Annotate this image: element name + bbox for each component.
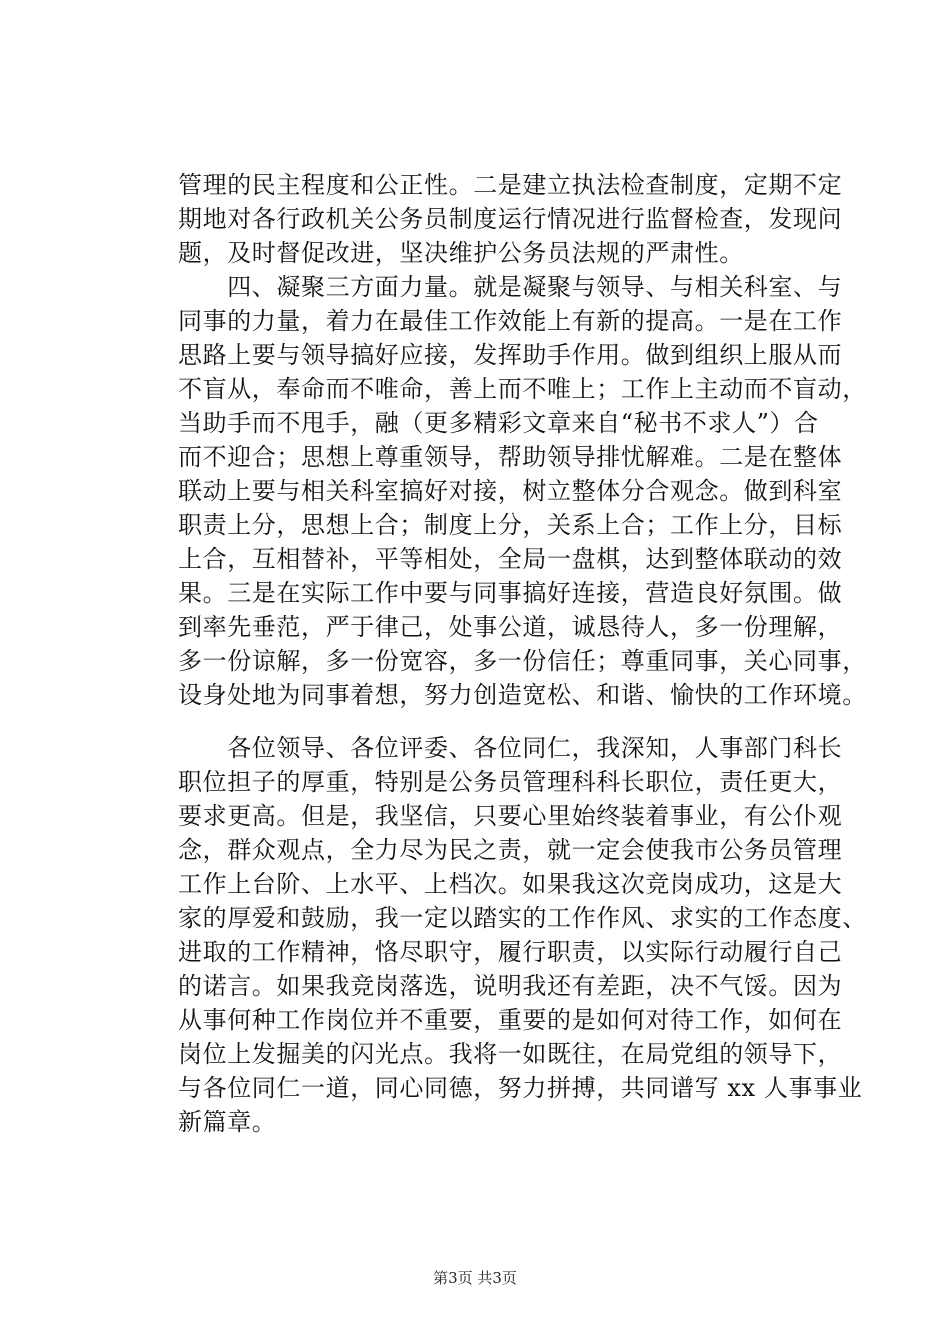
text-line: 多一份谅解，多一份宽容，多一份信任；尊重同事，关心同事， — [178, 647, 867, 675]
text-line: 四、凝聚三方面力量。就是凝聚与领导、与相关科室、与 — [178, 273, 843, 301]
text-line: 题，及时督促改进，坚决维护公务员法规的严肃性。 — [178, 239, 744, 267]
text-line: 到率先垂范，严于律己，处事公道，诚恳待人，多一份理解， — [178, 613, 843, 641]
text-line: 而不迎合；思想上尊重领导，帮助领导排忧解难。二是在整体 — [178, 443, 843, 471]
text-line: 管理的民主程度和公正性。二是建立执法检查制度，定期不定 — [178, 171, 843, 199]
text-line: 岗位上发掘美的闪光点。我将一如既往，在局党组的领导下， — [178, 1040, 843, 1068]
text-line: 当助手而不甩手，融（更多精彩文章来自“秘书不求人”）合 — [178, 409, 819, 437]
text-line: 设身处地为同事着想，努力创造宽松、和谐、愉快的工作环境。 — [178, 681, 867, 709]
text-line: 上合，互相替补，平等相处，全局一盘棋，达到整体联动的效 — [178, 545, 843, 573]
text-line: 职位担子的厚重，特别是公务员管理科科长职位，责任更大， — [178, 768, 843, 796]
text-line: 新篇章。 — [178, 1108, 277, 1136]
page-footer: 第3页 共3页 — [433, 1269, 517, 1287]
text-line: 与各位同仁一道，同心同德，努力拼搏，共同谱写 xx 人事事业 — [178, 1074, 863, 1102]
text-line: 的诺言。如果我竞岗落选，说明我还有差距，决不气馁。因为 — [178, 972, 843, 1000]
text-line: 果。三是在实际工作中要与同事搞好连接，营造良好氛围。做 — [178, 579, 843, 607]
text-line: 念，群众观点，全力尽为民之责，就一定会使我市公务员管理 — [178, 836, 843, 864]
text-line: 工作上台阶、上水平、上档次。如果我这次竞岗成功，这是大 — [178, 870, 843, 898]
text-line: 家的厚爱和鼓励，我一定以踏实的工作作风、求实的工作态度、 — [178, 904, 867, 932]
text-line: 不盲从，奉命而不唯命，善上而不唯上；工作上主动而不盲动， — [178, 375, 867, 403]
text-line: 要求更高。但是，我坚信，只要心里始终装着事业，有公仆观 — [178, 802, 843, 830]
text-line: 进取的工作精神，恪尽职守，履行职责，以实际行动履行自己 — [178, 938, 843, 966]
text-line: 职责上分，思想上合；制度上分，关系上合；工作上分，目标 — [178, 511, 843, 539]
text-line: 各位领导、各位评委、各位同仁，我深知，人事部门科长 — [178, 734, 843, 762]
text-line: 思路上要与领导搞好应接，发挥助手作用。做到组织上服从而 — [178, 341, 843, 369]
text-line: 从事何种工作岗位并不重要，重要的是如何对待工作，如何在 — [178, 1006, 843, 1034]
text-line: 联动上要与相关科室搞好对接，树立整体分合观念。做到科室 — [178, 477, 843, 505]
text-line: 期地对各行政机关公务员制度运行情况进行监督检查，发现问 — [178, 205, 843, 233]
text-line: 同事的力量，着力在最佳工作效能上有新的提高。一是在工作 — [178, 307, 843, 335]
